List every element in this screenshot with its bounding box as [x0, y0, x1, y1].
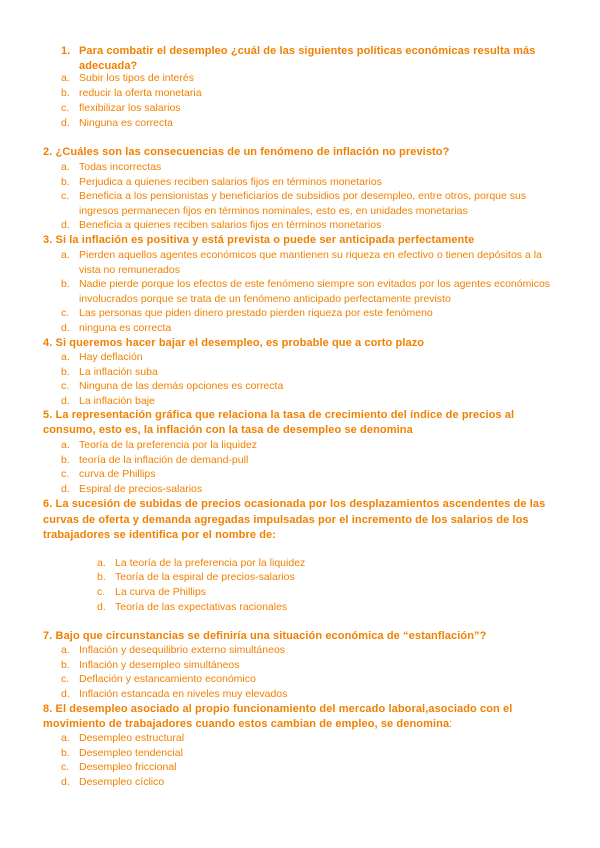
option-text: Pierden aquellos agentes económicos que mantienen su riqueza en efectivo o tienen depósitos a la vista no remunerados [79, 249, 542, 276]
option-text: La inflación suba [79, 366, 158, 378]
option-text: Desempleo friccional [79, 761, 177, 773]
option-letter: b. [61, 747, 70, 759]
option-letter: c. [61, 673, 70, 685]
option-letter: d. [61, 219, 70, 231]
option-letter: b. [61, 87, 70, 99]
option-letter: a. [61, 351, 70, 363]
option-text: Perjudica a quienes reciben salarios fijos en términos monetarios [79, 176, 382, 188]
option-letter: a. [61, 161, 70, 173]
option-letter: a. [61, 439, 70, 451]
option-text: Desempleo tendencial [79, 747, 183, 759]
option-letter: d. [61, 117, 70, 129]
option-text: Nadie pierde porque los efectos de este fenómeno siempre son evitados por los agentes económicos involucrados porque se trata de un fenómeno anticipado perfectamente previsto [79, 278, 551, 305]
option-letter: c. [61, 468, 70, 480]
option-letter: c. [61, 761, 70, 773]
option-letter: c. [61, 380, 70, 392]
option-text: Las personas que piden dinero prestado pierden riqueza por este fenómeno [79, 307, 433, 319]
question-4-text: 4. Si queremos hacer bajar el desempleo, es probable que a corto plazo [43, 337, 425, 349]
option-letter: d. [61, 688, 70, 700]
question-5-text: 5. La representación gráfica que relaciona la tasa de crecimiento del índice de precios al consumo, esto es, la inflación con la tasa de desempleo se denomina [43, 409, 515, 436]
question-3-option-b [61, 277, 561, 306]
option-text: Teoría de las expectativas racionales [115, 601, 288, 613]
option-letter: d. [61, 483, 70, 495]
option-text: Inflación y desequilibrio externo simultáneos [79, 644, 286, 656]
option-letter: b. [61, 366, 70, 378]
option-letter: c. [61, 190, 70, 202]
option-text: La inflación baje [79, 395, 155, 407]
option-letter: c. [61, 102, 70, 114]
option-letter: a. [61, 732, 70, 744]
option-letter: d. [61, 322, 70, 334]
option-letter: b. [97, 571, 106, 583]
option-text: Inflación estancada en niveles muy elevados [79, 688, 288, 700]
option-letter: c. [97, 586, 106, 598]
question-8-text [43, 702, 553, 732]
option-letter: c. [61, 307, 70, 319]
option-text: teoría de la inflación de demand-pull [79, 454, 249, 466]
option-text: ninguna es correcta [79, 322, 172, 334]
option-text: curva de Phillips [79, 468, 156, 480]
option-text: Desempleo estructural [79, 732, 185, 744]
option-letter: a. [97, 557, 106, 569]
option-letter: a. [61, 644, 70, 656]
option-letter: a. [61, 249, 70, 261]
option-text: Ninguna de las demás opciones es correcta [79, 380, 284, 392]
question-8-body: 8. El desempleo asociado al propio funcionamiento del mercado laboral,asociado con el movimiento de trabajadores cuando estos cambian de empleo, se denomina [43, 703, 513, 730]
option-letter: a. [61, 72, 70, 84]
question-8-tail: : [449, 718, 453, 730]
option-text: Desempleo cíclico [79, 776, 165, 788]
option-text: Ninguna es correcta [79, 117, 173, 129]
question-6-text: 6. La sucesión de subidas de precios ocasionada por los desplazamientos ascendentes de las curvas de oferta y demanda agregadas impulsadas por el incremento de los salarios de los trabajadores se identifica por el nombre de: [43, 498, 546, 541]
option-text: Teoría de la preferencia por la liquidez [79, 439, 258, 451]
option-letter: b. [61, 454, 70, 466]
option-letter: d. [97, 601, 106, 613]
option-text: Beneficia a los pensionistas y beneficiarios de subsidios por desempleo, entre otros, porque sus ingresos permanecen fijos en términos nominales, esto es, en unidades monetarias [79, 190, 527, 217]
option-letter: b. [61, 278, 70, 290]
option-letter: d. [61, 776, 70, 788]
option-text: La teoría de la preferencia por la liquidez [115, 557, 306, 569]
question-2-text: 2. ¿Cuáles son las consecuencias de un fenómeno de inflación no previsto? [43, 146, 450, 158]
option-text: flexibilizar los salarios [79, 102, 181, 114]
option-text: La curva de Phillips [115, 586, 207, 598]
option-text: Deflación y estancamiento económico [79, 673, 256, 685]
option-letter: b. [61, 659, 70, 671]
question-2-option-c [61, 189, 561, 218]
option-text: Espiral de precios-salarios [79, 483, 203, 495]
question-1-number: 1. [61, 45, 71, 57]
option-letter: d. [61, 395, 70, 407]
question-7-text: 7. Bajo que circunstancias se definiría una situación económica de “estanflación”? [43, 630, 487, 642]
option-text: Inflación y desempleo simultáneos [79, 659, 240, 671]
option-text: Teoría de la espiral de precios-salarios [115, 571, 295, 583]
option-text: reducir la oferta monetaria [79, 87, 202, 99]
option-letter: b. [61, 176, 70, 188]
option-text: Hay deflación [79, 351, 143, 363]
question-1-text: Para combatir el desempleo ¿cuál de las siguientes políticas económicas resulta más adecuada? [79, 45, 536, 72]
option-text: Todas incorrectas [79, 161, 162, 173]
option-text: Subir los tipos de interés [79, 72, 194, 84]
option-text: Beneficia a quienes reciben salarios fijos en términos monetarios [79, 219, 382, 231]
question-3-text: 3. Si la inflación es positiva y está prevista o puede ser anticipada perfectamente [43, 234, 475, 246]
question-3-option-a [61, 248, 561, 277]
